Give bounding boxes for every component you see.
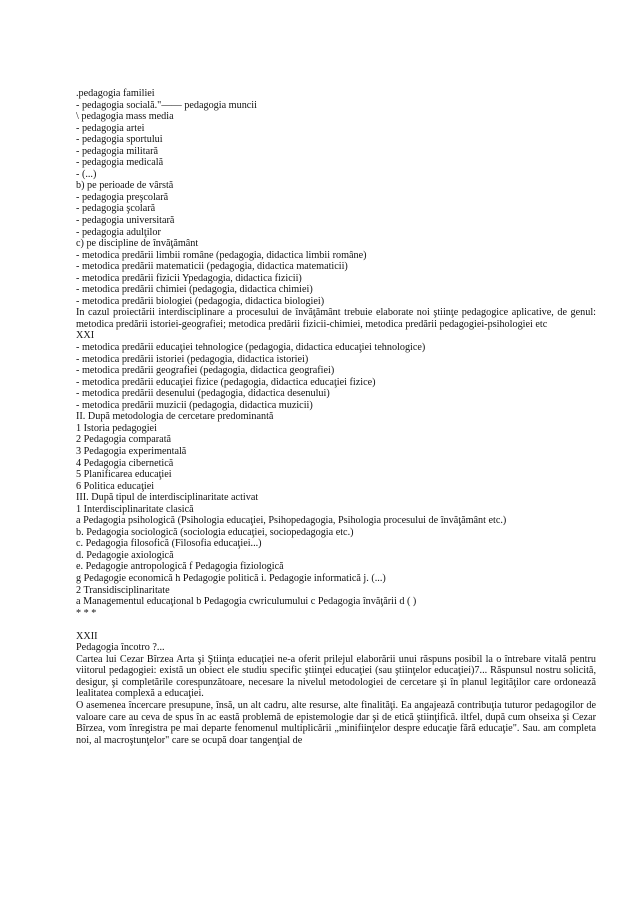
- text-line: 4 Pedagogia cibernetică: [76, 457, 174, 469]
- text-line: g Pedagogie economică h Pedagogie politică i. Pedagogie informatică j. (...): [76, 572, 386, 584]
- text-line: - metodica predării istoriei (pedagogia, didactica istoriei): [76, 353, 309, 365]
- text-line: 1 Istoria pedagogiei: [76, 422, 157, 434]
- paragraph-interdisciplinary: In cazul proiectării interdisciplinare a procesului de învăţământ trebuie elaborate noi ştiinţe pedagogice aplicative, de genul: metodica predării istoriei-geografiei; metodica predării fizicii-chimiei, metodica predării pedagogiei-psihologiei etc: [76, 307, 596, 330]
- text-line: 2 Transidisciplinaritate: [76, 584, 170, 596]
- text-line: - metodica predării muzicii (pedagogia, didactica muzicii): [76, 399, 313, 411]
- section-heading: Pedagogia încotro ?...: [76, 642, 165, 654]
- text-line: d. Pedagogie axiologică: [76, 549, 174, 561]
- text-line: 1 Interdisciplinaritate clasică: [76, 503, 194, 515]
- text-line: - metodica predării educaţiei fizice (pedagogia, didactica educaţiei fizice): [76, 376, 376, 388]
- text-line: - pedagogia universitară: [76, 215, 175, 227]
- text-line: - pedagogia socială."—— pedagogia muncii: [76, 99, 257, 111]
- text-line: - metodica predării chimiei (pedagogia, didactica chimiei): [76, 284, 313, 296]
- text-line: - pedagogia artei: [76, 122, 145, 134]
- text-line: - metodica predării biologiei (pedagogia, didactica biologiei): [76, 295, 325, 307]
- text-line: b) pe perioade de vârstă: [76, 180, 174, 192]
- text-line: .pedagogia familiei: [76, 88, 155, 99]
- blank-line: [76, 619, 596, 631]
- text-line: 3 Pedagogia experimentală: [76, 445, 187, 457]
- text-line: - metodica predării geografiei (pedagogia, didactica geografiei): [76, 365, 335, 377]
- text-line: a Managementul educaţional b Pedagogia cwriculumului c Pedagogia învăţării d ( ): [76, 596, 417, 608]
- text-line: - pedagogia militară: [76, 145, 159, 157]
- text-line: - pedagogia şcolară: [76, 203, 156, 215]
- text-line: - metodica predării matematicii (pedagogia, didactica matematicii): [76, 261, 348, 273]
- text-line: - metodica predării limbii române (pedagogia, didactica limbii române): [76, 249, 367, 261]
- text-line: 6 Politica educaţiei: [76, 480, 155, 492]
- paragraph-cartea: Cartea lui Cezar Bîrzea Arta şi Ştiinţa educaţiei ne-a oferit prilejul elaborării unui răspuns posibil la o întrebare vitală pentru viitorul pedagogiei: există un obiect ele studiu specific ştiinţei educaţiei (sau ştiinţelor educaţiei)7... Răspunsul nostru solicită, desigur, şi completările corespunzătoare, necesare la nivelul metodologiei de cercetare şi în planul legităţilor care ordonează lealitatea complexă a educaţiei.: [76, 653, 596, 700]
- text-line: c. Pedagogia filosofică (Filosofia educaţiei...): [76, 538, 262, 550]
- text-line: 2 Pedagogia comparată: [76, 434, 172, 446]
- text-line: - pedagogia sportului: [76, 134, 163, 146]
- document-page: [76, 88, 596, 746]
- section-number: XXII: [76, 630, 98, 642]
- text-line: - (...): [76, 168, 97, 180]
- text-line: - pedagogia adulţilor: [76, 226, 161, 238]
- text-line: c) pe discipline de învăţământ: [76, 238, 199, 250]
- text-line: * * *: [76, 607, 97, 619]
- text-line: III. După tipul de interdisciplinaritate activat: [76, 492, 259, 504]
- text-line: - metodica predării desenului (pedagogia, didactica desenului): [76, 388, 330, 400]
- paragraph-asemenea: O asemenea încercare presupune, însă, un alt cadru, alte resurse, alte finalităţi. Ea angajează contribuţia tuturor pedagogilor de valoare care au ceva de spus în ac eastă problemă de epistemologie dar şi de etică ştiinţifică. iltfel, după cum ohseixa şi Cezar Bîrzea, vom înregistra pe mai departe fenomenul multiplicării „minifiinţelor despre educaţie fără educaţie". Sau. am completa noi, al macroştunţelor" care se ocupă doar tangenţial de: [76, 699, 596, 746]
- text-line: - metodica predării fizicii Ypedagogia, didactica fizicii): [76, 272, 302, 284]
- text-line: \ pedagogia mass media: [76, 111, 174, 123]
- paragraph-clasica: a Pedagogia psihologică (Psihologia educaţiei, Psihopedagogia, Psihologia procesului de învăţământ etc.): [76, 515, 507, 527]
- text-line: - pedagogia preşcolară: [76, 191, 169, 203]
- text-line: e. Pedagogie antropologică f Pedagogia fiziologică: [76, 561, 284, 573]
- section-number: XXI: [76, 330, 95, 342]
- text-line: - pedagogia medicală: [76, 157, 164, 169]
- text-line: - metodica predării educaţiei tehnologice (pedagogia, didactica educaţiei tehnologice): [76, 342, 426, 354]
- text-line: b. Pedagogia sociologică (sociologia educaţiei, sociopedagogia etc.): [76, 526, 354, 538]
- text-line: II. După metodologia de cercetare predominantă: [76, 411, 274, 423]
- text-line: 5 Planificarea educaţiei: [76, 469, 172, 481]
